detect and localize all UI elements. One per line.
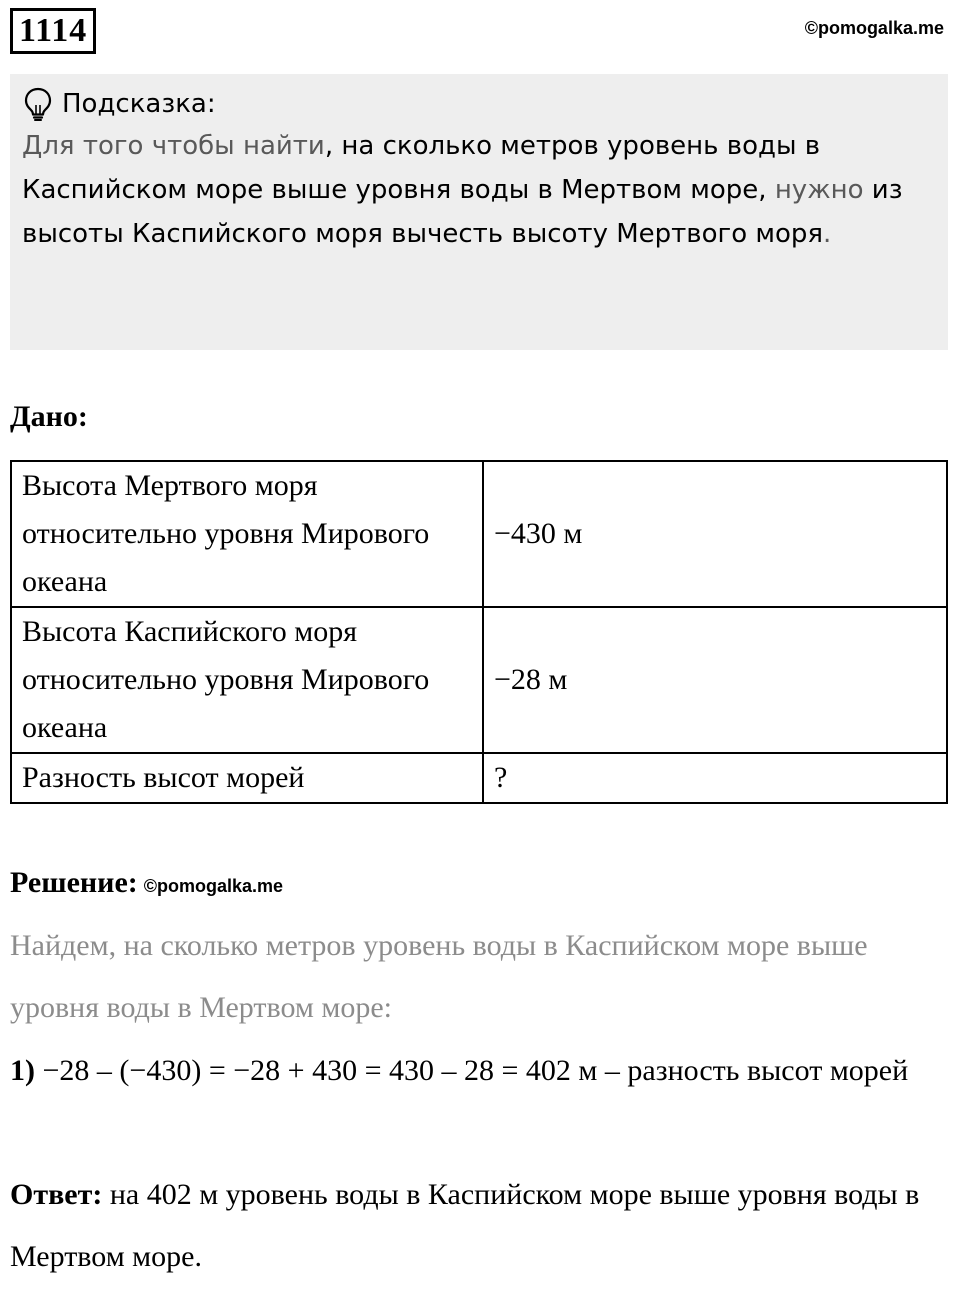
- table-cell-value: ?: [483, 753, 947, 803]
- table-row: [11, 607, 947, 753]
- table-cell-value: −28 м: [483, 607, 947, 753]
- hint-text: [22, 124, 936, 256]
- answer-text: на 402 м уровень воды в Каспийском море выше уровня воды в Мертвом море.: [10, 1178, 920, 1273]
- given-label: Дано:: [10, 400, 88, 433]
- answer: [10, 1164, 930, 1288]
- table-cell-name: Разность высот морей: [11, 753, 483, 803]
- given-table: [10, 460, 948, 804]
- table-cell-name: Высота Мертвого моря относительно уровня Мирового океана: [11, 461, 483, 607]
- step-number: 1): [10, 1054, 35, 1087]
- solution-intro: Найдем, на сколько метров уровень воды в Каспийском море выше уровня воды в Мертвом море:: [10, 929, 868, 1024]
- hint-box: [10, 74, 948, 350]
- table-cell-value: −430 м: [483, 461, 947, 607]
- solution-label-text: Решение:: [10, 866, 138, 899]
- hint-text-part: Для того чтобы найти: [22, 131, 325, 161]
- watermark: ©pomogalka.me: [804, 18, 944, 38]
- solution-watermark: ©pomogalka.me: [143, 876, 284, 896]
- solution-step: [10, 1040, 930, 1102]
- hint-text-emphasis: , на сколько метров уровень воды в Каспийском море выше уровня воды в Мертвом море,: [22, 131, 821, 205]
- solution-label: [10, 866, 283, 900]
- hint-title: [22, 84, 936, 124]
- step-text: −28 – (−430) = −28 + 430 = 430 – 28 = 402 м – разность высот морей: [35, 1054, 909, 1087]
- hint-text-part: .: [823, 219, 832, 249]
- answer-label: Ответ:: [10, 1178, 103, 1211]
- problem-number: 1114: [10, 8, 96, 54]
- table-cell-name: Высота Каспийского моря относительно уровня Мирового океана: [11, 607, 483, 753]
- hint-title-text: Подсказка:: [62, 89, 216, 119]
- table-row: [11, 753, 947, 803]
- lightbulb-icon: [24, 87, 52, 121]
- hint-text-emphasis: из высоты Каспийского моря вычесть высоту Мертвого моря: [22, 175, 903, 249]
- table-row: [11, 461, 947, 607]
- hint-text-part: нужно: [774, 175, 864, 205]
